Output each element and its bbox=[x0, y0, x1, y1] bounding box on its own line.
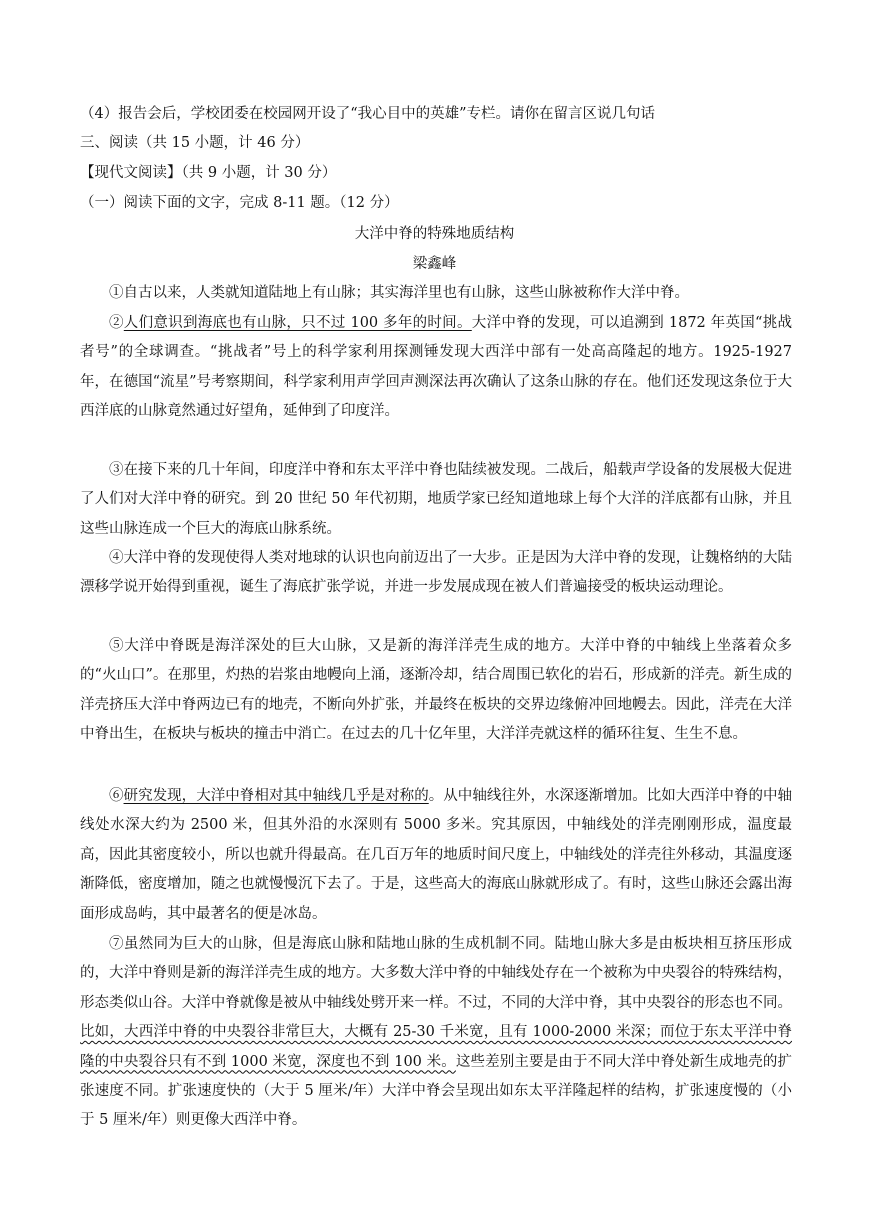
paragraph-3: ③在接下来的几十年间，印度洋中脊和东太平洋中脊也陆续被发现。二战后，船载声学设备的发展极大促进了人们对大洋中脊的研究。到 20 世纪 50 年代初期，地质学家已经知道地球上每个大洋的洋底都有山脉，并且这些山脉连成一个巨大的海底山脉系统。 bbox=[80, 462, 792, 537]
underlined-sentence: 研究发现，大洋中脊相对其中轴线几乎是对称的 bbox=[123, 788, 429, 804]
paragraph-7-body: ⑦虽然同为巨大的山脉，但是海底山脉和陆地山脉的生成机制不同。陆地山脉大多是由板块相互挤压形成的，大洋中脊则是新的海洋洋壳生成的地方。大多数大洋中脊的中轴线处存在一个被称为中央裂谷的特殊结构，形态类似山谷。大洋中脊就像是被从中轴线处劈开来一样。不过，不同的大洋中脊，其中央裂谷的形态也不同。 bbox=[80, 936, 792, 1011]
paragraph-7 bbox=[80, 930, 792, 1136]
paragraph-6 bbox=[80, 782, 792, 929]
modern-reading-heading: 【现代文阅读】（共 9 小题，计 30 分） bbox=[80, 165, 337, 181]
paragraph-4: ④大洋中脊的发现使得人类对地球的认识也向前迈出了一大步。正是因为大洋中脊的发现，让魏格纳的大陆漂移学说开始得到重视，诞生了海底扩张学说，并进一步发展成现在被人们普遍接受的板块运动理论。 bbox=[80, 550, 792, 596]
paragraph-2 bbox=[80, 309, 792, 427]
paragraph-5: ⑤大洋中脊既是海洋深处的巨大山脉，又是新的海洋洋壳生成的地方。大洋中脊的中轴线上坐落着众多的“火山口”。在那里，灼热的岩浆由地幔向上涌，逐渐冷却，结合周围已软化的岩石，形成新的洋壳。新生成的洋壳挤压大洋中脊两边已有的地壳，不断向外扩张，并最终在板块的交界边缘俯冲回地幔去。因此，洋壳在大洋中脊出生，在板块与板块的撞击中消亡。在过去的几十亿年里，大洋洋壳就这样的循环往复、生生不息。 bbox=[80, 638, 792, 743]
underlined-sentence: 人们意识到海底也有山脉，只不过 100 多年的时间。 bbox=[123, 315, 472, 331]
paragraph-2-body: 大洋中脊的发现，可以追溯到 1872 年英国“挑战者号”的全球调查。“挑战者”号上的科学家利用探测锤发现大西洋中部有一处高高隆起的地方。1925-1927 年，在德国“流星”号考察期间，科学家利用声学回声测深法再次确认了这条山脉的存在。他们还发现这条位于大西洋底的山脉竟然通过好望角，延伸到了印度洋。 bbox=[80, 315, 793, 420]
part-instruction: （一）阅读下面的文字，完成 8-11 题。（12 分） bbox=[80, 195, 399, 211]
paragraph-6-number: ⑥ bbox=[109, 788, 124, 804]
paragraph-6-body: 。从中轴线往外，水深逐渐增加。比如大西洋中脊的中轴线处水深大约为 2500 米，但其外沿的水深则有 5000 多米。究其原因，中轴线处的洋壳刚刚形成，温度最高，因此其密度较小，所以也就升得最高。在几百万年的地质时间尺度上，中轴线处的洋壳往外移动，其温度逐渐降低，密度增加，随之也就慢慢沉下去了。于是，这些高大的海底山脉就形成了。有时，这些山脉还会露出海面形成岛屿，其中最著名的便是冰岛。 bbox=[80, 788, 793, 922]
wavy-underlined-sentence: 比如，大西洋中脊的中央裂谷非常巨大，大概有 25-30 千米宽，且有 1000-2000 米深；而位于东太平洋中脊隆的中央裂谷只有不到 1000 米宽，深度也不到 100 米。 bbox=[80, 1024, 792, 1070]
article-title: 大洋中脊的特殊地质结构 bbox=[354, 226, 515, 242]
article-author: 梁鑫峰 bbox=[412, 256, 457, 272]
section-heading: 三、阅读（共 15 小题，计 46 分） bbox=[80, 135, 310, 151]
paragraph-1: ①自古以来，人类就知道陆地上有山脉；其实海洋里也有山脉，这些山脉被称作大洋中脊。 bbox=[109, 285, 689, 301]
paragraph-2-number: ② bbox=[109, 315, 124, 331]
question-4-text: （4）报告会后，学校团委在校园网开设了“我心目中的英雄”专栏。请你在留言区说几句话 bbox=[80, 106, 656, 122]
paragraph-7-conclusion: 这些差别主要是由于不同大洋中脊处新生成地壳的扩张速度不同。扩张速度快的（大于 5 厘米/年）大洋中脊会呈现出如东太平洋隆起样的结构，扩张速度慢的（小于 5 厘米/年）则更像大西洋中脊。 bbox=[80, 1053, 792, 1129]
